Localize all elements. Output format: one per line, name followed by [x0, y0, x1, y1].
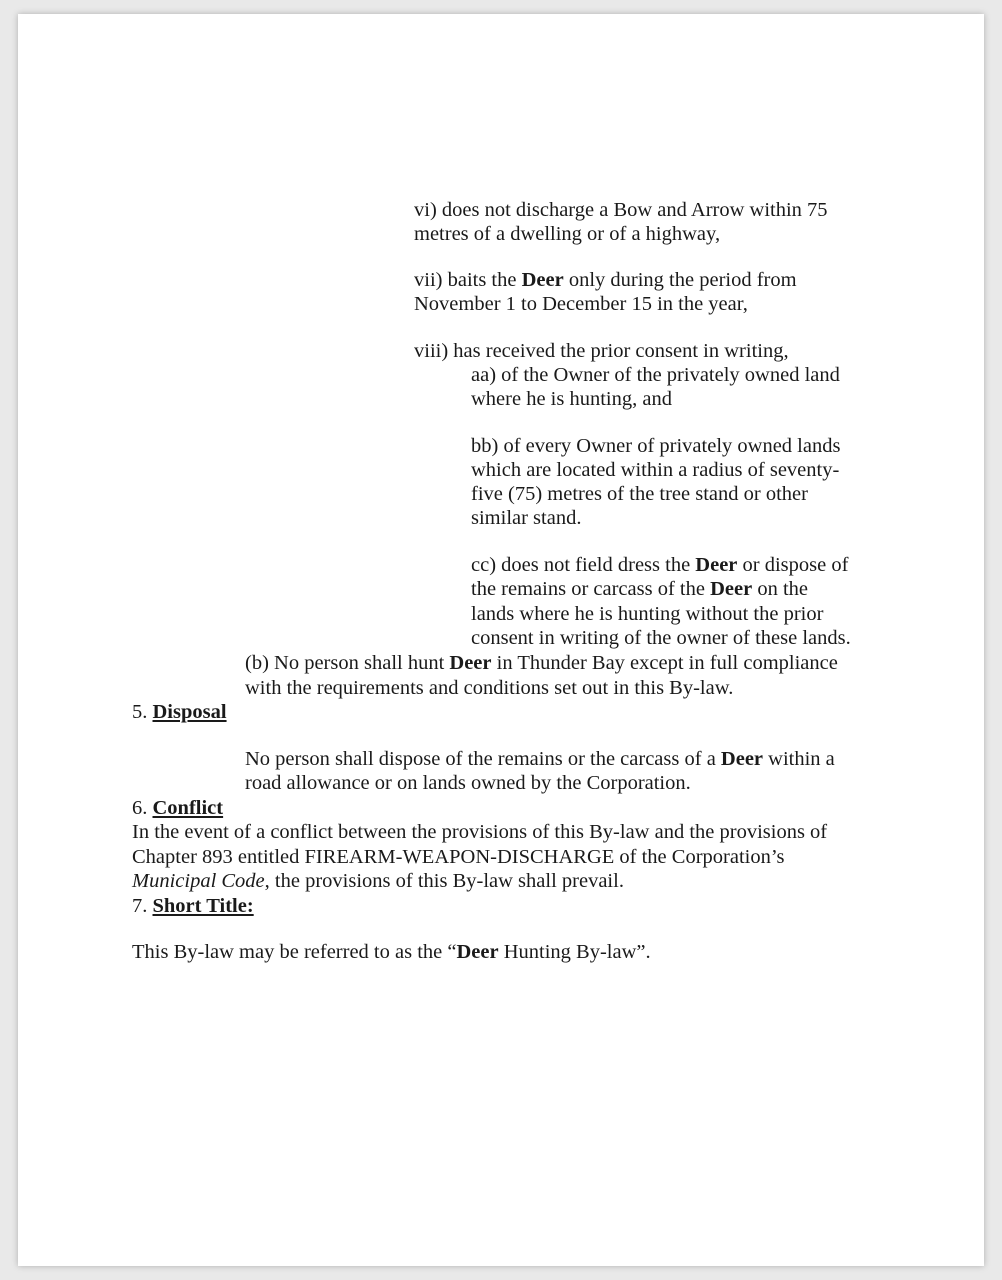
clause-vii-line2: November 1 to December 15 in the year,	[414, 293, 748, 315]
document-page	[18, 14, 984, 1266]
clause-b-line1: (b) No person shall hunt Deer in Thunder Bay except in full compliance	[245, 652, 838, 674]
section5-heading: 5. Disposal	[132, 701, 227, 723]
section6-line2: Chapter 893 entitled FIREARM-WEAPON-DISCHARGE of the Corporation’s	[132, 846, 785, 868]
clause-cc-line2: the remains or carcass of the Deer on the	[471, 578, 808, 600]
clause-cc-line4: consent in writing of the owner of these lands.	[471, 627, 851, 649]
clause-bb-line3: five (75) metres of the tree stand or other	[471, 483, 808, 505]
clause-vii-line1: vii) baits the Deer only during the period from	[414, 269, 797, 291]
clause-bb-line1: bb) of every Owner of privately owned lands	[471, 435, 841, 457]
section5-line2: road allowance or on lands owned by the Corporation.	[245, 772, 691, 794]
section6-line3: Municipal Code, the provisions of this By-law shall prevail.	[132, 870, 624, 892]
section5-line1: No person shall dispose of the remains or the carcass of a Deer within a	[245, 748, 835, 770]
section7-line1: This By-law may be referred to as the “Deer Hunting By-law”.	[132, 941, 651, 963]
clause-cc-line1: cc) does not field dress the Deer or dispose of	[471, 554, 849, 576]
clause-viii-line1: viii) has received the prior consent in writing,	[414, 340, 789, 362]
section6-line1: In the event of a conflict between the provisions of this By-law and the provisions of	[132, 821, 828, 843]
clause-vi-line1: vi) does not discharge a Bow and Arrow within 75	[414, 199, 828, 221]
section7-heading: 7. Short Title:	[132, 895, 254, 917]
clause-b-line2: with the requirements and conditions set out in this By-law.	[245, 677, 734, 699]
clause-bb-line4: similar stand.	[471, 507, 582, 529]
clause-bb-line2: which are located within a radius of seventy-	[471, 459, 840, 481]
section6-heading: 6. Conflict	[132, 797, 224, 819]
clause-aa-line2: where he is hunting, and	[471, 388, 672, 410]
clause-vi-line2: metres of a dwelling or of a highway,	[414, 223, 721, 245]
clause-cc-line3: lands where he is hunting without the prior	[471, 603, 824, 625]
clause-aa-line1: aa) of the Owner of the privately owned land	[471, 364, 840, 386]
